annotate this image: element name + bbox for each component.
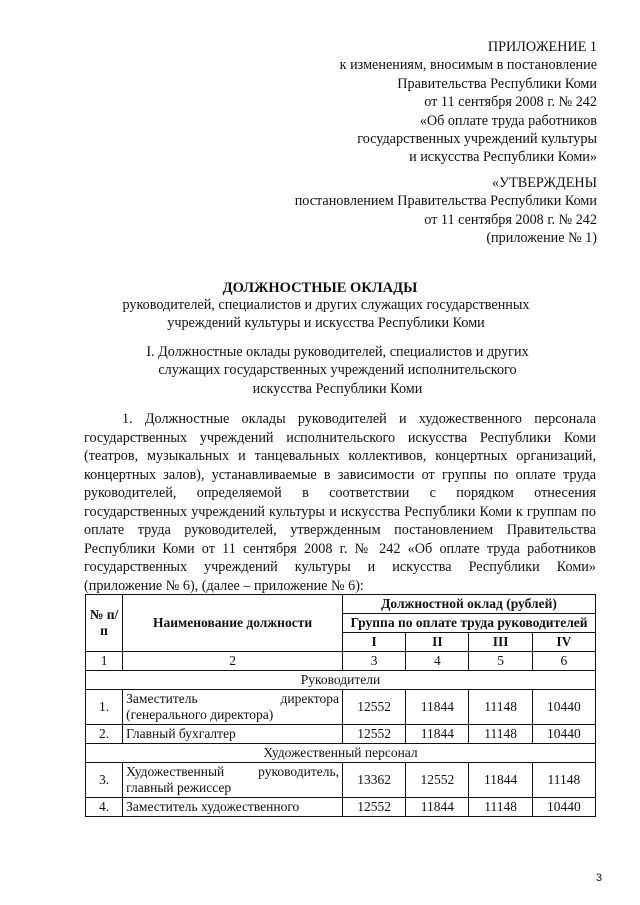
salary-value: 11148 bbox=[469, 725, 532, 744]
column-number: 3 bbox=[343, 652, 406, 671]
salary-value: 10440 bbox=[532, 690, 595, 725]
row-number: 3. bbox=[86, 763, 123, 798]
header-position-name: Наименование должности bbox=[123, 595, 343, 652]
approved-line: «УТВЕРЖДЕНЫ bbox=[492, 175, 597, 191]
row-number: 1. bbox=[86, 690, 123, 725]
table-row bbox=[86, 725, 596, 744]
approved-line: от 11 сентября 2008 г. № 242 bbox=[424, 211, 597, 228]
approved-line: (приложение № 1) bbox=[486, 230, 597, 247]
column-number: 4 bbox=[406, 652, 469, 671]
position-name: Главный бухгалтер bbox=[123, 725, 343, 744]
header-group-4: IV bbox=[532, 633, 595, 652]
position-name: Заместитель художественного bbox=[123, 798, 343, 817]
salary-value: 13362 bbox=[343, 763, 406, 798]
salary-value: 12552 bbox=[343, 798, 406, 817]
header-number: № п/п bbox=[86, 595, 123, 652]
column-number: 1 bbox=[86, 652, 123, 671]
salary-value: 11844 bbox=[469, 763, 532, 798]
salary-value: 12552 bbox=[343, 725, 406, 744]
section-title: Художественный персонал bbox=[86, 744, 596, 763]
appendix-line: от 11 сентября 2008 г. № 242 bbox=[424, 94, 597, 111]
header-group-3: III bbox=[469, 633, 532, 652]
appendix-line: государственных учреждений культуры bbox=[357, 131, 597, 148]
table-row bbox=[86, 763, 596, 798]
row-number: 2. bbox=[86, 725, 123, 744]
column-number: 2 bbox=[123, 652, 343, 671]
position-name: Заместитель директора (генерального директора) bbox=[123, 690, 343, 725]
appendix-line: ПРИЛОЖЕНИЕ 1 bbox=[487, 39, 597, 55]
appendix-line: к изменениям, вносимым в постановление bbox=[339, 57, 597, 74]
approved-line: постановлением Правительства Республики Коми bbox=[294, 193, 597, 210]
table-section-row bbox=[86, 671, 596, 690]
page-number: 3 bbox=[595, 872, 602, 884]
salary-value: 10440 bbox=[532, 798, 595, 817]
appendix-line: и искусства Республики Коми» bbox=[409, 149, 597, 166]
column-number: 5 bbox=[469, 652, 532, 671]
table-section-row bbox=[86, 744, 596, 763]
table-row bbox=[86, 798, 596, 817]
salary-value: 11844 bbox=[406, 798, 469, 817]
section-heading: I. Должностные оклады руководителей, специалистов и других служащих государственных учреждений исполнительского искусства Республики Коми bbox=[146, 344, 529, 397]
header-group-2: II bbox=[406, 633, 469, 652]
header-group: Группа по оплате труда руководителей bbox=[343, 614, 596, 633]
document-subtitle: руководителей, специалистов и других служащих государственных учреждений культуры и искусства Республики Коми bbox=[122, 297, 530, 332]
row-number: 4. bbox=[86, 798, 123, 817]
salary-value: 12552 bbox=[406, 763, 469, 798]
appendix-line: Правительства Республики Коми bbox=[397, 75, 597, 92]
column-number-row bbox=[86, 652, 596, 671]
salary-table bbox=[85, 594, 596, 817]
table-row bbox=[86, 690, 596, 725]
position-name: Художественный руководитель, главный режиссер bbox=[123, 763, 343, 798]
appendix-line: «Об оплате труда работников bbox=[419, 112, 597, 129]
salary-value: 11148 bbox=[469, 798, 532, 817]
salary-value: 11844 bbox=[406, 725, 469, 744]
document-title: ДОЛЖНОСТНЫЕ ОКЛАДЫ bbox=[222, 280, 418, 296]
salary-value: 11148 bbox=[532, 763, 595, 798]
table-header-row bbox=[86, 595, 596, 614]
approved-block bbox=[295, 174, 597, 248]
section-title: Руководители bbox=[86, 671, 596, 690]
salary-value: 11148 bbox=[469, 690, 532, 725]
body-paragraph: 1. Должностные оклады руководителей и художественного персонала государственных учреждений исполнительского искусства Республики Коми (театров, музыкальных и танцевальных коллективов, концертных организаций, концертных залов), устанавливаемые в зависимости от группы по оплате труда руководителей, определяемой в соответствии с порядком отнесения государственных учреждений культуры и искусства Республики Коми к группам по оплате труда руководителей, утвержденным постановлением Правительства Республики Коми от 11 сентября 2008 г. № 242 «Об оплате труда работников государственных учреждений культуры и искусства Республики Коми» (приложение № 6), (далее – приложение № 6): bbox=[84, 411, 596, 594]
salary-value: 12552 bbox=[343, 690, 406, 725]
header-group-1: I bbox=[343, 633, 406, 652]
salary-value: 10440 bbox=[532, 725, 595, 744]
salary-value: 11844 bbox=[406, 690, 469, 725]
column-number: 6 bbox=[532, 652, 595, 671]
header-salary: Должностной оклад (рублей) bbox=[343, 595, 596, 614]
appendix-block bbox=[340, 38, 597, 167]
